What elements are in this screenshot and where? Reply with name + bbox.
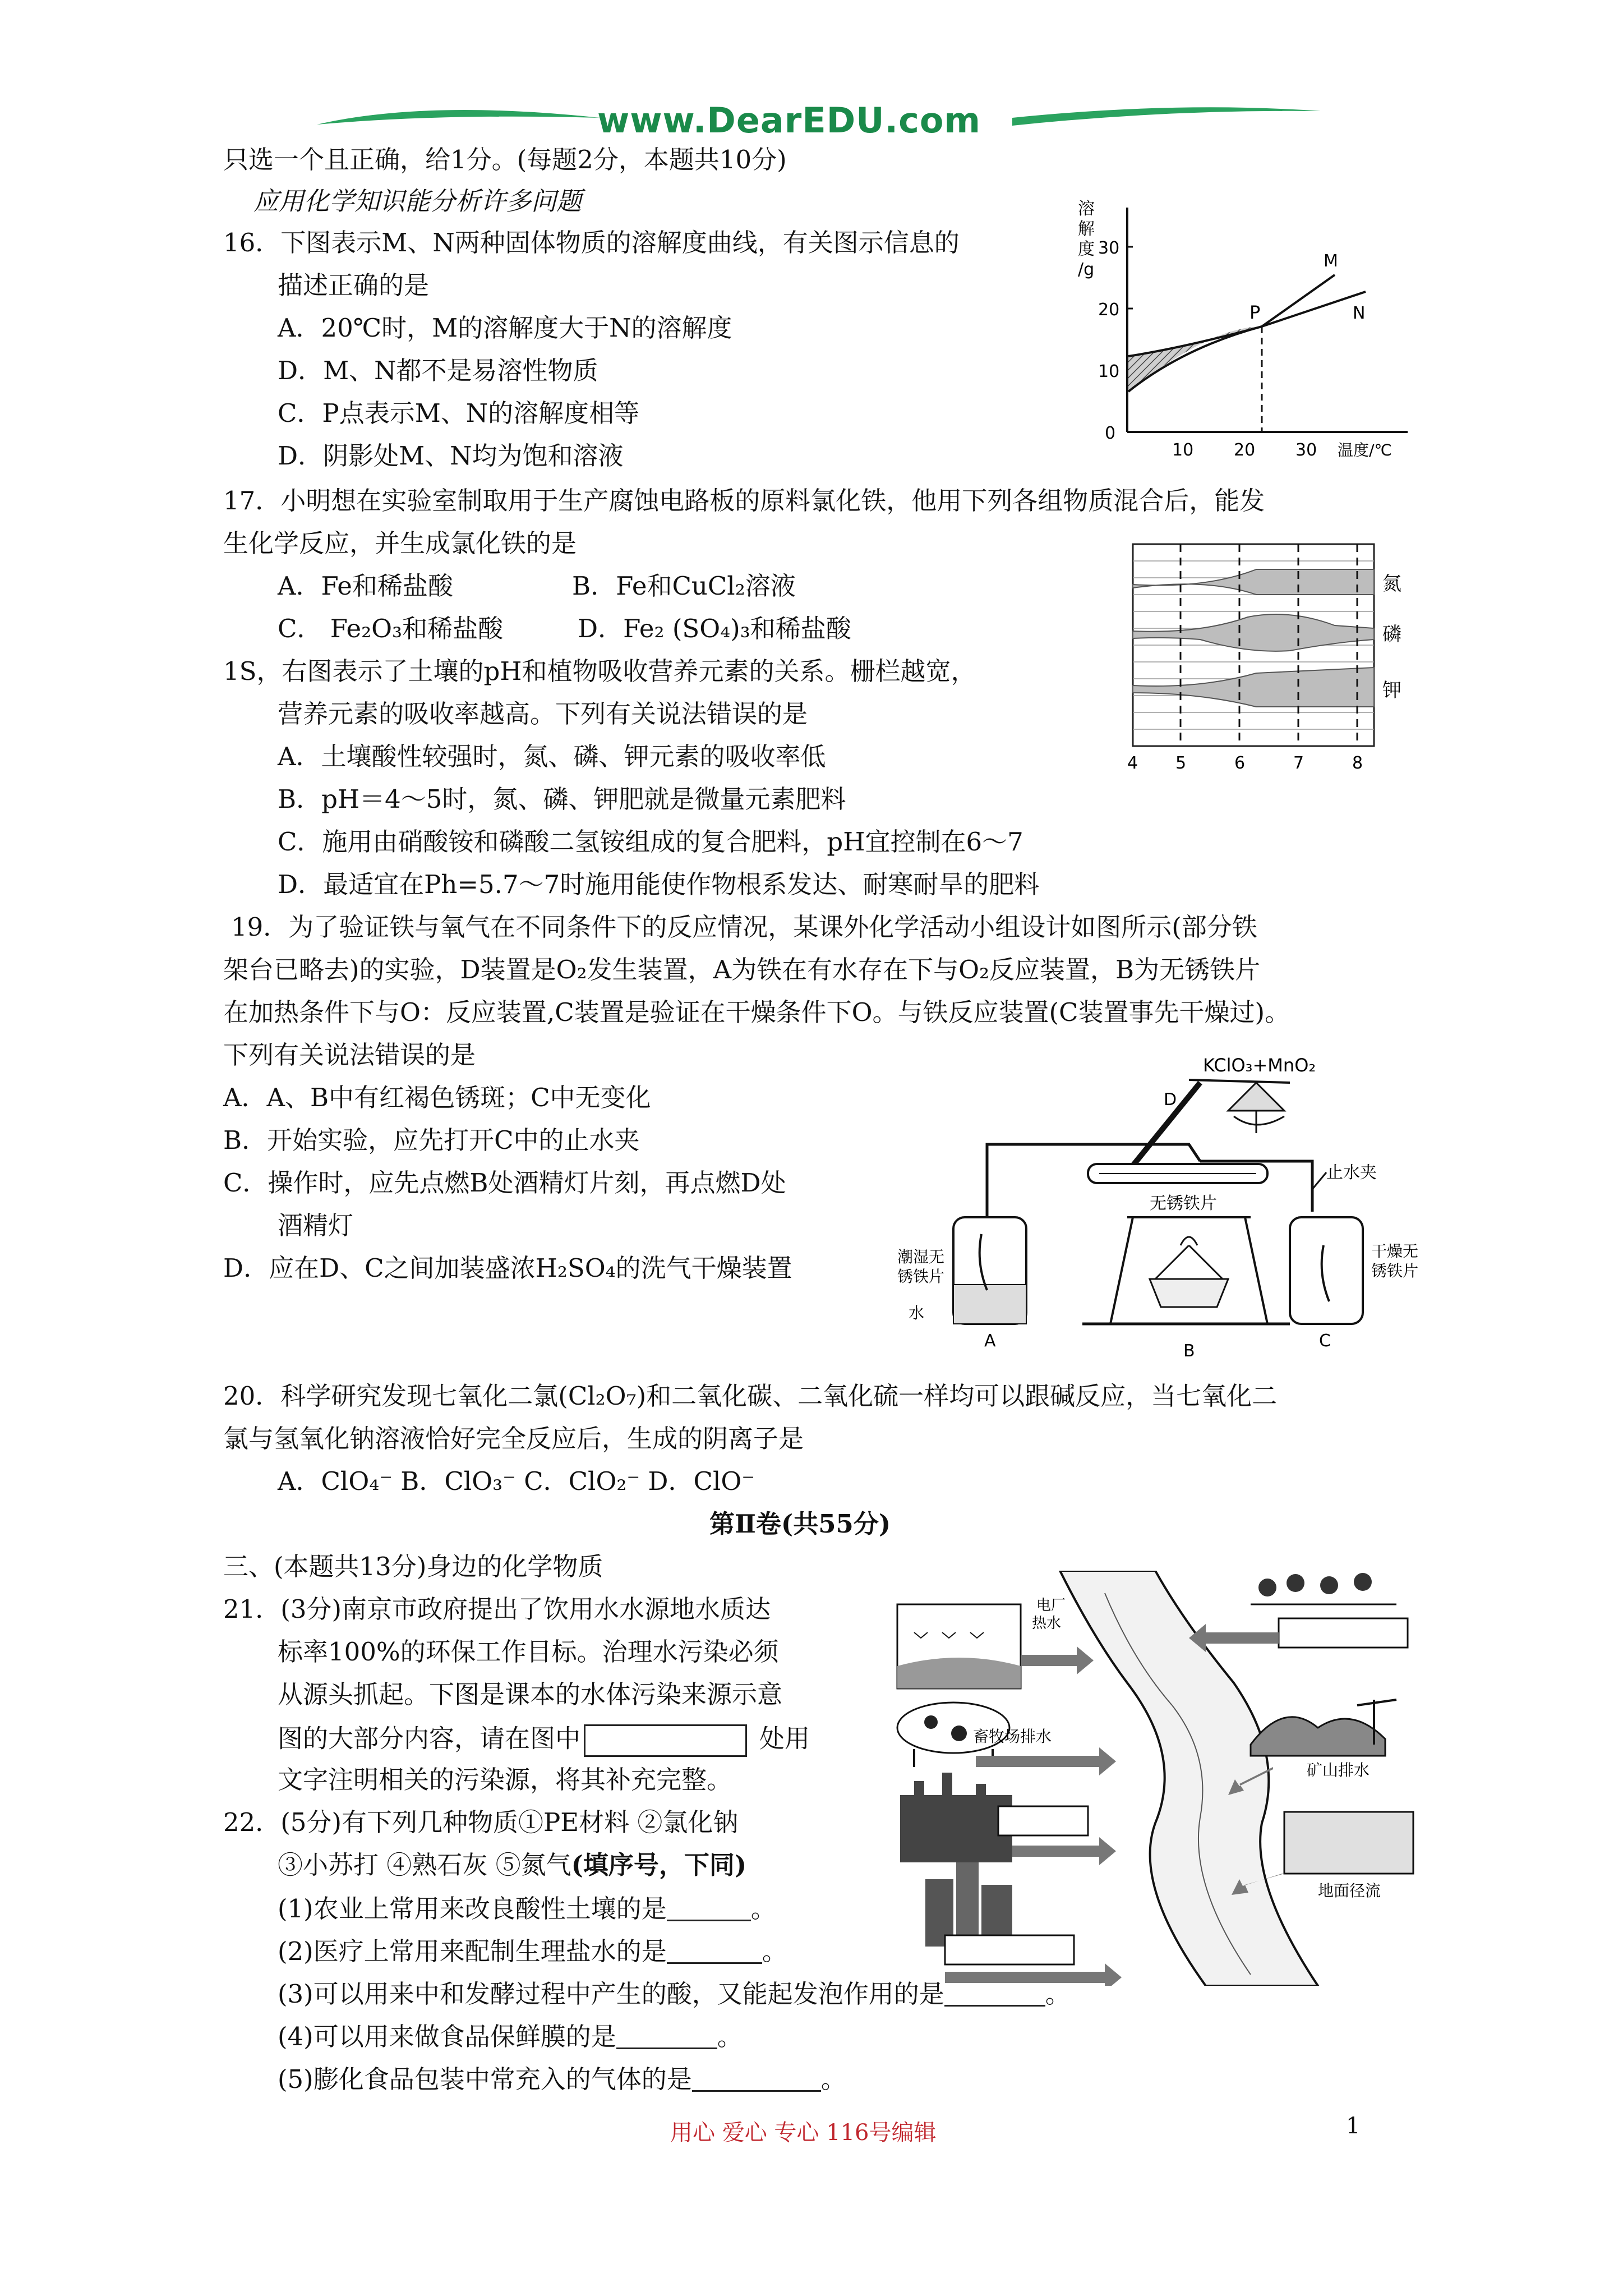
q18-option-3: C．施用由硝酸铵和磷酸二氢铵组成的复合肥料，pH宜控制在6～7 — [278, 827, 1023, 857]
rust-free-label: 无锈铁片 — [1150, 1194, 1217, 1213]
q17-stem-2: 生化学反应，并生成氯化铁的是 — [223, 528, 577, 558]
q21-line-2: 标率100%的环保工作目标。治理水污染必须 — [278, 1637, 779, 1667]
point-p: P — [1249, 302, 1261, 323]
q22-item-2: (2)医疗上常用来配制生理盐水的是 。 — [278, 1936, 787, 1966]
q22-item-2-text: (2)医疗上常用来配制生理盐水的是 — [278, 1936, 667, 1966]
q22-line-2-b: (填序号，下同) — [571, 1850, 747, 1880]
q19-option-c-1: C．操作时，应先点燃B处酒精灯片刻，再点燃D处 — [223, 1168, 786, 1198]
q19-option-a: A．A、B中有红褐色锈斑；C中无变化 — [223, 1083, 651, 1112]
curve-n — [1128, 292, 1366, 356]
y-label-2: 解 — [1078, 219, 1095, 239]
q22-item-1-text: (1)农业上常用来改良酸性土壤的是 — [278, 1894, 667, 1924]
y-label-1: 溶 — [1078, 199, 1095, 219]
q22-item-5-text: (5)膨化食品包装中常充入的气体的是 — [278, 2064, 692, 2094]
hot-water-label: 热水 — [1032, 1615, 1062, 1632]
q22-line-2 — [278, 1852, 746, 1878]
q20-options: A．ClO₄⁻ B．ClO₃⁻ C．ClO₂⁻ D．ClO⁻ — [278, 1466, 755, 1496]
device-c-label: C — [1319, 1331, 1331, 1351]
q21-inline-box — [584, 1724, 747, 1757]
ph-tick-5: 5 — [1175, 753, 1187, 773]
y-tick-10: 10 — [1098, 362, 1120, 381]
q18-option-1: A．土壤酸性较强时，氮、磷、钾元素的吸收率低 — [278, 742, 826, 771]
runoff-label: 地面径流 — [1318, 1881, 1381, 1900]
q19-stem-1: 19．为了验证铁与氧气在不同条件下的反应情况，某课外化学活动小组设计如图所示(部分铁 — [231, 912, 1257, 942]
q19-stem-4: 下列有关说法错误的是 — [223, 1040, 476, 1070]
blank-box-city[interactable] — [945, 1935, 1074, 1964]
q16-option-3: C．P点表示M、N的溶解度相等 — [278, 398, 640, 428]
apparatus-figure — [897, 1049, 1447, 1363]
q21-line-4-a: 图的大部分内容，请在图中 — [278, 1723, 581, 1754]
device-a-label: A — [984, 1331, 996, 1351]
curve-n-label: N — [1353, 303, 1366, 323]
q21-line-5: 文字注明相关的污染源，将其补充完整。 — [278, 1765, 732, 1795]
section-three: 三、(本题共13分)身边的化学物质 — [223, 1552, 603, 1581]
blank-box-farmland[interactable] — [1279, 1618, 1408, 1648]
q22-answer-3[interactable] — [944, 1980, 1045, 2007]
part2-title: 第Ⅱ卷(共55分) — [709, 1509, 891, 1539]
q16-option-4: D．阴影处M、N均为饱和溶液 — [278, 441, 624, 471]
q22-item-1: (1)农业上常用来改良酸性土壤的是 。 — [278, 1894, 776, 1924]
q22-answer-2[interactable] — [667, 1938, 762, 1964]
device-b-label: B — [1183, 1341, 1195, 1361]
ph-tick-7: 7 — [1293, 753, 1304, 773]
q22-line-2-a: ③小苏打 ④熟石灰 ⑤氮气 — [278, 1850, 571, 1880]
q22-line-1: 22．(5分)有下列几种物质①PE材料 ②氯化钠 — [223, 1807, 739, 1837]
header-site[interactable]: www.DearEDU.com — [597, 100, 981, 141]
header-swoosh-left — [314, 102, 606, 136]
ph-tick-8: 8 — [1352, 753, 1363, 773]
x-tick-20: 20 — [1234, 440, 1256, 460]
q22-answer-4[interactable] — [616, 2023, 717, 2049]
q18-stem-2: 营养元素的吸收率越高。下列有关说法错误的是 — [278, 699, 808, 729]
mine-label: 矿山排水 — [1307, 1761, 1370, 1779]
band-label-nitrogen: 氮 — [1382, 573, 1401, 595]
q22-item-3-text: (3)可以用来中和发酵过程中产生的酸，又能起发泡作用的是 — [278, 1979, 944, 2009]
ph-tick-4: 4 — [1127, 753, 1138, 773]
q19-option-c-2: 酒精灯 — [278, 1211, 354, 1240]
intro-line: 只选一个且正确，给1分。(每题2分，本题共10分) — [223, 145, 787, 174]
q22-item-4: (4)可以用来做食品保鲜膜的是 。 — [278, 2022, 743, 2051]
power-plant-label: 电厂 — [1036, 1597, 1066, 1614]
q17-option-b: B．Fe和CuCl₂溶液 — [572, 571, 796, 601]
y-tick-30: 30 — [1098, 238, 1120, 258]
q21-line-4-b: 处用 — [759, 1723, 810, 1754]
water-label: 水 — [909, 1304, 925, 1322]
q16-option-2: D．M、N都不是易溶性物质 — [278, 356, 598, 385]
shaded-region — [1128, 326, 1262, 392]
q16-stem-1: 16．下图表示M、N两种固体物质的溶解度曲线，有关图示信息的 — [223, 228, 960, 257]
x-axis-label: 温度/℃ — [1338, 441, 1392, 459]
q16-stem-2: 描述正确的是 — [278, 270, 430, 300]
curve-m-label: M — [1324, 251, 1338, 271]
q17-option-d: D．Fe₂ (SO₄)₃和稀盐酸 — [578, 614, 851, 643]
q18-stem-1: 1S，右图表示了土壤的pH和植物吸收营养元素的关系。栅栏越宽， — [223, 656, 976, 686]
header-banner — [314, 95, 1324, 140]
y-label-3: 度 — [1078, 240, 1095, 259]
blank-box-runoff[interactable] — [1284, 1812, 1413, 1874]
q22-item-3: (3)可以用来中和发酵过程中产生的酸，又能起发泡作用的是 。 — [278, 1979, 1071, 2009]
q19-stem-3: 在加热条件下与O：反应装置,C装置是验证在干燥条件下O。与铁反应装置(C装置事先干燥过)。 — [223, 997, 1290, 1027]
dry-label-2: 锈铁片 — [1371, 1262, 1419, 1280]
q22-item-5: (5)膨化食品包装中常充入的气体的是 。 — [278, 2064, 846, 2094]
clamp-label: 止水夹 — [1326, 1163, 1377, 1182]
q21-line-3: 从源头抓起。下图是课本的水体污染来源示意 — [278, 1680, 783, 1709]
header-swoosh-right — [1009, 101, 1324, 135]
ph-tick-6: 6 — [1234, 753, 1246, 773]
band-label-potassium: 钾 — [1382, 679, 1401, 702]
q17-option-c: C． Fe₂O₃和稀盐酸 — [278, 614, 504, 643]
q21-line-4 — [278, 1724, 810, 1757]
pollution-figure — [892, 1571, 1430, 1986]
q18-option-2: B．pH＝4～5时，氮、磷、钾肥就是微量元素肥料 — [278, 784, 846, 814]
q20-stem-1: 20．科学研究发现七氧化二氯(Cl₂O₇)和二氧化碳、二氧化硫一样均可以跟碱反应，当七氧化二 — [223, 1381, 1278, 1411]
farm-label: 畜牧场排水 — [973, 1727, 1052, 1746]
q22-answer-1[interactable] — [667, 1895, 751, 1921]
q18-option-4: D．最适宜在Ph=5.7～7时施用能使作物根系发达、耐寒耐旱的肥料 — [278, 869, 1040, 899]
page-number: 1 — [1346, 2113, 1361, 2139]
device-d-label: D — [1164, 1090, 1177, 1110]
x-tick-30: 30 — [1295, 440, 1317, 460]
band-label-phosphorus: 磷 — [1382, 623, 1401, 646]
wet-label-2: 锈铁片 — [897, 1267, 945, 1286]
q22-answer-5[interactable] — [692, 2065, 821, 2092]
footer-editor: 用心 爱心 专心 116号编辑 — [670, 2120, 937, 2146]
reagent-label: KClO₃+MnO₂ — [1203, 1055, 1316, 1076]
intro-subtitle: 应用化学知识能分析许多问题 — [253, 186, 582, 216]
y-label-4: /g — [1078, 260, 1095, 279]
y-tick-0: 0 — [1105, 424, 1116, 443]
q21-line-1: 21．(3分)南京市政府提出了饮用水水源地水质达 — [223, 1594, 771, 1624]
solubility-figure — [1071, 196, 1419, 466]
q16-option-1: A．20℃时，M的溶解度大于N的溶解度 — [278, 313, 732, 343]
q19-option-b: B．开始实验，应先打开C中的止水夹 — [223, 1125, 640, 1155]
blank-box-factory[interactable] — [998, 1806, 1088, 1835]
q19-option-d: D．应在D、C之间加装盛浓H₂SO₄的洗气干燥装置 — [223, 1253, 792, 1283]
q19-stem-2: 架台已略去)的实验，D装置是O₂发生装置，A为铁在有水存在下与O₂反应装置，B为无锈铁片 — [223, 955, 1261, 984]
dry-label-1: 干燥无 — [1371, 1242, 1419, 1260]
q17-stem-1: 17．小明想在实验室制取用于生产腐蚀电路板的原料氯化铁，他用下列各组物质混合后，能发 — [223, 486, 1265, 516]
q20-stem-2: 氯与氢氧化钠溶液恰好完全反应后，生成的阴离子是 — [223, 1424, 804, 1453]
q17-option-a: A．Fe和稀盐酸 — [278, 571, 453, 601]
y-tick-20: 20 — [1098, 300, 1120, 320]
wet-label-1: 潮湿无 — [897, 1248, 945, 1266]
ph-absorption-figure — [1122, 539, 1436, 785]
q22-item-4-text: (4)可以用来做食品保鲜膜的是 — [278, 2022, 616, 2051]
x-tick-10: 10 — [1172, 440, 1194, 460]
